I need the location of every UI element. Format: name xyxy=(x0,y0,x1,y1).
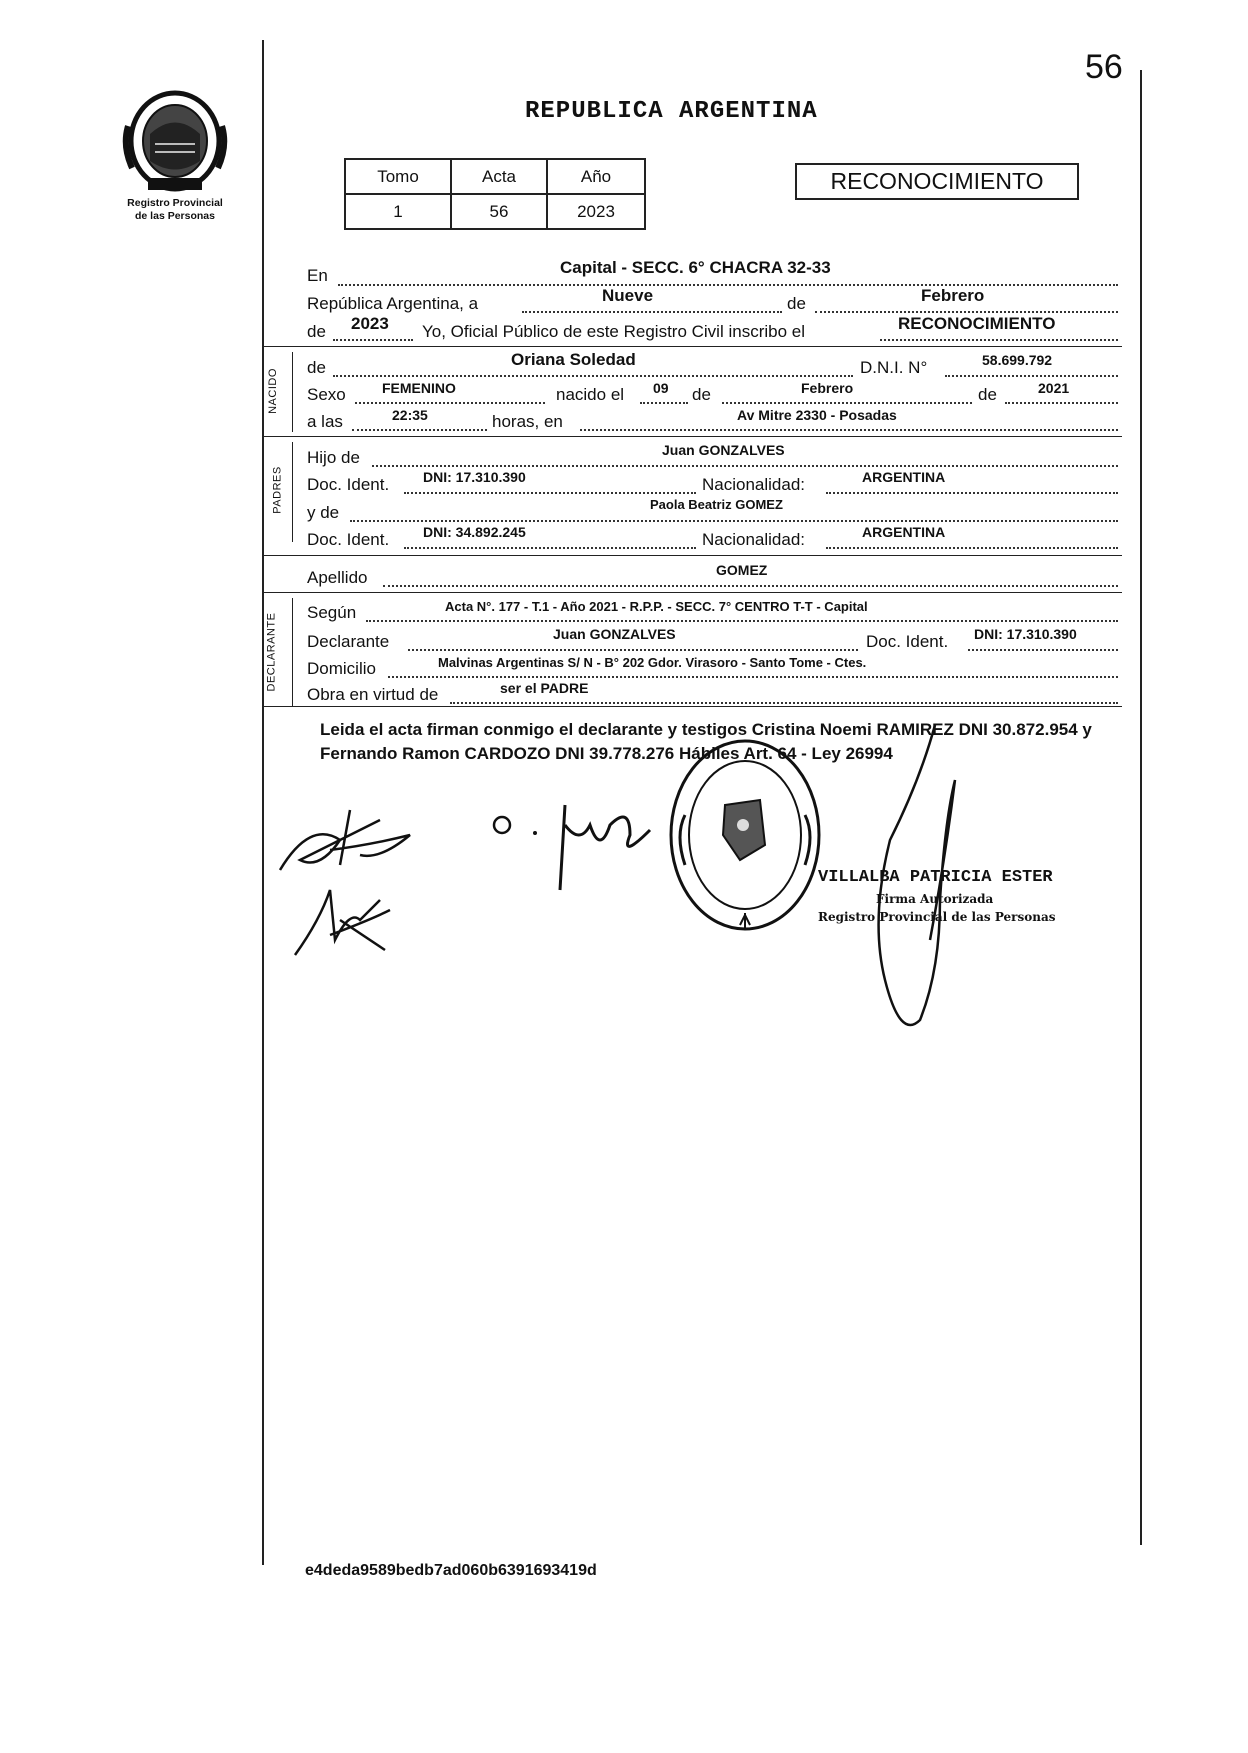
lectura-paragraph: Leida el acta firman conmigo el declarante y testigos Cristina Noemi RAMIREZ DNI 30.872.954 y Fernando Ramon CARDOZO DNI 39.778.276 Hábiles Art. 64 - Ley 26994 xyxy=(320,720,1092,763)
segun-label: Según xyxy=(307,603,357,622)
madre-doc: DNI: 34.892.245 xyxy=(423,524,526,540)
right-margin-line xyxy=(1140,70,1142,1545)
declarante-dots xyxy=(408,649,858,651)
dia-inscripcion: Nueve xyxy=(602,286,654,305)
oficial-nombre: VILLALBA PATRICIA ESTER xyxy=(818,868,1053,887)
apellido-bottom-rule xyxy=(262,592,1122,593)
acta-table-value-row xyxy=(345,194,645,229)
apellido-label: Apellido xyxy=(307,568,368,587)
dni-dots xyxy=(945,375,1118,377)
acto-dots xyxy=(880,339,1118,341)
padre-nac-dots xyxy=(826,492,1118,494)
padre-doc-label: Doc. Ident. xyxy=(307,475,390,494)
apellido-top-rule xyxy=(262,555,1122,556)
nacido-anio: 2021 xyxy=(1038,380,1070,396)
oficial-caption: Firma Autorizada xyxy=(876,892,994,906)
nacido-mes: Febrero xyxy=(801,380,854,396)
segun-value: Acta N°. 177 - T.1 - Año 2021 - R.P.P. - SECC. 7° CENTRO T-T - Capital xyxy=(445,599,868,614)
sexo-label: Sexo xyxy=(307,385,346,404)
madre-doc-dots xyxy=(404,547,696,549)
signature-declarante-1 xyxy=(270,800,450,880)
dia-nac-dots xyxy=(640,402,688,404)
inscribo-label: Yo, Oficial Público de este Registro Civil inscribo el xyxy=(422,322,805,341)
madre-doc-label: Doc. Ident. xyxy=(307,530,390,549)
acta-header: Acta xyxy=(451,159,547,194)
anio-inscripcion: 2023 xyxy=(351,314,389,333)
acta-value: 56 xyxy=(451,194,547,229)
madre-nacionalidad: ARGENTINA xyxy=(862,524,946,540)
domicilio-label: Domicilio xyxy=(307,659,376,678)
padre-nombre: Juan GONZALVES xyxy=(662,442,785,458)
padres-bracket xyxy=(292,442,293,542)
nacido-section-label: NACIDO xyxy=(266,368,279,414)
declarante-doc-dots xyxy=(968,649,1118,651)
madre-nacionalidad-label: Nacionalidad: xyxy=(702,530,806,549)
tomo-value: 1 xyxy=(345,194,451,229)
nacido-top-rule xyxy=(262,346,1122,347)
padres-top-rule xyxy=(262,436,1122,437)
page-number: 56 xyxy=(1085,48,1123,86)
nacido-bracket xyxy=(292,352,293,432)
registry-label-line2: de las Personas xyxy=(135,210,215,222)
declarante-bracket xyxy=(292,598,293,706)
registry-label-line1: Registro Provincial xyxy=(127,197,223,209)
mes-nac-dots xyxy=(722,402,972,404)
a-las-label: a las xyxy=(307,412,343,431)
declarante-doc-label: Doc. Ident. xyxy=(866,632,949,651)
signature-testigo-1 xyxy=(290,880,400,960)
mes-dots xyxy=(815,311,1118,313)
nacido-hora: 22:35 xyxy=(392,407,428,423)
nacido-de-label2: de xyxy=(692,385,711,404)
nacido-sexo: FEMENINO xyxy=(382,380,456,396)
domicilio-value: Malvinas Argentinas S/ N - B° 202 Gdor. Virasoro - Santo Tome - Ctes. xyxy=(438,655,867,670)
document-hash: e4deda9589bedb7ad060b6391693419d xyxy=(305,1562,597,1579)
anio-value: 2023 xyxy=(547,194,645,229)
padre-nacionalidad: ARGENTINA xyxy=(862,469,946,485)
madre-nombre: Paola Beatriz GOMEZ xyxy=(650,497,783,512)
acta-table-header-row xyxy=(345,159,645,194)
lugar-inscripcion: Capital - SECC. 6° CHACRA 32-33 xyxy=(560,258,831,277)
apellido-value: GOMEZ xyxy=(716,562,768,578)
nacido-el-label: nacido el xyxy=(556,385,625,404)
padre-nacionalidad-label: Nacionalidad: xyxy=(702,475,806,494)
oficial-registro: Registro Provincial de las Personas xyxy=(818,910,1056,924)
hijo-de-label: Hijo de xyxy=(307,448,360,467)
anio-header: Año xyxy=(547,159,645,194)
acta-table xyxy=(344,158,646,230)
nacido-lugar: Av Mitre 2330 - Posadas xyxy=(737,407,897,423)
lugar-nac-dots xyxy=(580,429,1118,431)
dia-dots xyxy=(522,311,782,313)
republica-label: República Argentina, a xyxy=(307,294,479,313)
apellido-dots xyxy=(383,585,1118,587)
declarante-label: Declarante xyxy=(307,632,390,651)
document-title: REPUBLICA ARGENTINA xyxy=(525,98,818,125)
nacido-de-label3: de xyxy=(978,385,997,404)
provincial-seal-logo xyxy=(120,86,230,198)
tomo-header: Tomo xyxy=(345,159,451,194)
anio-nac-dots xyxy=(1005,402,1118,404)
padres-section-label: PADRES xyxy=(271,466,284,514)
signature-testigo-2 xyxy=(480,785,660,895)
official-stamp-seal xyxy=(665,735,825,935)
declarante-nombre: Juan GONZALVES xyxy=(553,626,676,642)
nacido-dni: 58.699.792 xyxy=(982,352,1053,368)
y-de-label: y de xyxy=(307,503,340,522)
nacido-de-label: de xyxy=(307,358,326,377)
nacido-dia: 09 xyxy=(653,380,669,396)
obra-dots xyxy=(450,702,1118,704)
madre-dots xyxy=(350,520,1118,522)
madre-nac-dots xyxy=(826,547,1118,549)
registry-label xyxy=(108,197,242,223)
horas-en-label: horas, en xyxy=(492,412,563,431)
nacido-nombre: Oriana Soledad xyxy=(511,350,636,369)
domicilio-dots xyxy=(388,676,1118,678)
sexo-dots xyxy=(355,402,545,404)
nombre-dots xyxy=(333,375,853,377)
en-label: En xyxy=(307,266,328,285)
mes-inscripcion: Febrero xyxy=(921,286,985,305)
declarante-bottom-rule xyxy=(262,706,1122,707)
declarante-section-label: DECLARANTE xyxy=(265,612,278,692)
padre-doc-dots xyxy=(404,492,696,494)
dni-label: D.N.I. N° xyxy=(860,358,928,377)
de2-label: de xyxy=(307,322,326,341)
segun-dots xyxy=(366,620,1118,622)
left-margin-line xyxy=(262,40,264,1565)
record-type-box: RECONOCIMIENTO xyxy=(795,163,1079,200)
obra-value: ser el PADRE xyxy=(500,680,589,696)
obra-label: Obra en virtud de xyxy=(307,685,439,704)
de-label: de xyxy=(787,294,806,313)
en-dots xyxy=(338,284,1118,286)
padre-dots xyxy=(372,465,1118,467)
anio-dots xyxy=(333,339,413,341)
padre-doc: DNI: 17.310.390 xyxy=(423,469,526,485)
declarante-doc: DNI: 17.310.390 xyxy=(974,626,1077,642)
acto-inscripcion: RECONOCIMIENTO xyxy=(898,314,1056,333)
hora-dots xyxy=(352,429,487,431)
